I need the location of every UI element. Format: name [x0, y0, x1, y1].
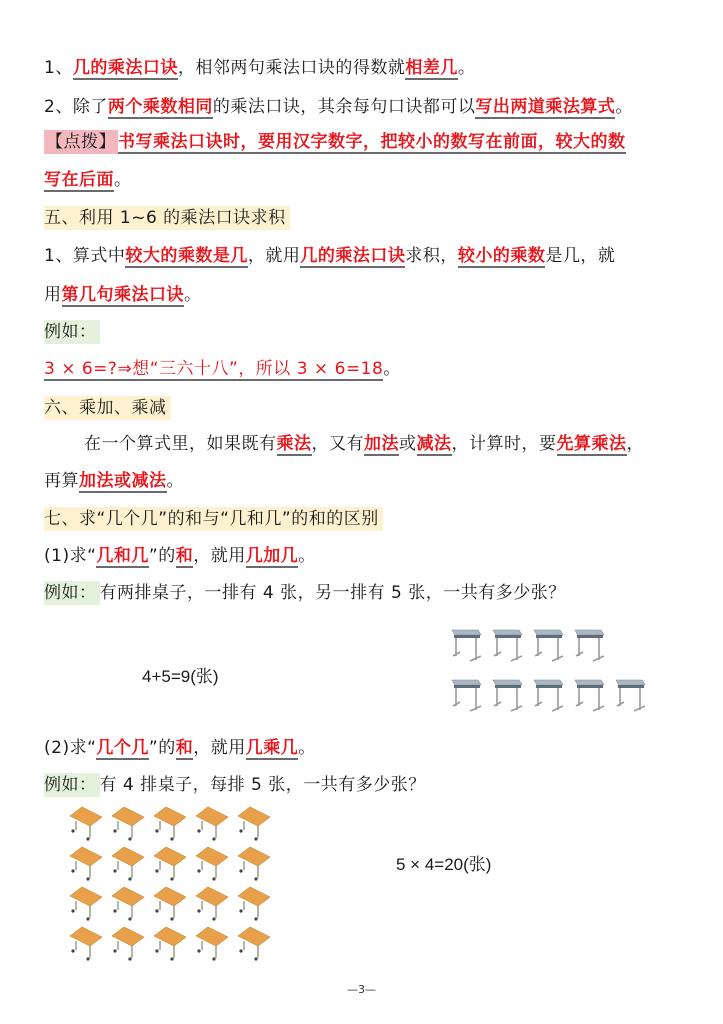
text: ，计算时，要	[451, 434, 557, 454]
gray-desk-icon	[489, 676, 525, 716]
emphasis: 几加几	[245, 546, 299, 566]
orange-desk-icon	[68, 924, 106, 966]
text: (1)求“	[44, 546, 97, 566]
section-5-heading	[44, 206, 290, 230]
heading: 五、利用 1~6 的乘法口诀求积	[44, 206, 290, 230]
text: ”的	[148, 546, 176, 566]
example-1-line	[44, 357, 401, 381]
text: ，就用	[193, 738, 246, 758]
tip-tag: 【点拨】	[46, 132, 116, 152]
section-7-rule-1	[44, 544, 316, 568]
orange-desk-icon	[194, 804, 232, 846]
text: 。	[457, 58, 476, 78]
orange-desk-icon	[110, 844, 148, 886]
section-6-heading	[44, 396, 171, 420]
text: ，就用	[193, 546, 246, 566]
example-tag: 例如：	[44, 773, 100, 797]
heading: 七、求“几个几”的和与“几和几”的和的区别	[44, 507, 383, 531]
text: ”的	[148, 738, 176, 758]
orange-desk-icon	[194, 884, 232, 926]
emphasis: 相差几	[405, 58, 458, 78]
emphasis: 3 × 6=?⇒想“三六十八”，所以 3 × 6=18	[44, 359, 384, 379]
emphasis: 减法	[416, 434, 452, 454]
text: 在一个算式里，如果既有	[84, 434, 277, 454]
emphasis: 几的乘法口诀	[300, 246, 406, 266]
text: 。	[383, 359, 401, 379]
gray-desk-icon	[612, 676, 648, 716]
orange-desk-icon	[194, 924, 232, 966]
orange-desk-icon	[236, 804, 274, 846]
text: 是几，就	[545, 246, 616, 266]
example-2	[44, 581, 566, 605]
gray-desk-icon	[448, 676, 484, 716]
text: ，又有	[311, 434, 364, 454]
emphasis: 几乘几	[245, 738, 299, 758]
emphasis: 两个乘数相同	[107, 97, 213, 117]
emphasis: 第几句乘法口诀	[61, 285, 184, 305]
emphasis: 加法	[364, 434, 399, 454]
gray-desk-icon	[571, 626, 607, 666]
gray-desk-illustration	[448, 626, 648, 716]
gray-desk-icon	[571, 676, 607, 716]
rule-1	[44, 56, 475, 80]
page-number: —3—	[347, 983, 376, 996]
text: 。	[298, 546, 316, 566]
emphasis: 写在后面	[44, 170, 114, 190]
heading: 六、乘加、乘减	[44, 396, 171, 420]
text: 求积，	[405, 246, 458, 266]
emphasis: 乘法	[276, 434, 312, 454]
orange-desk-icon	[68, 884, 106, 926]
text: 用	[44, 285, 62, 305]
text: 1、算式中	[44, 246, 126, 266]
orange-desk-icon	[152, 844, 190, 886]
gray-desk-icon	[530, 676, 566, 716]
orange-desk-icon	[152, 804, 190, 846]
text: 或	[399, 434, 417, 454]
text: 有 4 排桌子，每排 5 张，一共有多少张？	[99, 775, 426, 795]
section-7-heading	[44, 507, 383, 531]
text: 有两排桌子，一排有 4 张，另一排有 5 张，一共有多少张？	[99, 583, 566, 603]
example-tag: 例如：	[44, 320, 100, 344]
text: 。	[114, 170, 132, 190]
text: (2)求“	[44, 738, 97, 758]
orange-desk-icon	[68, 804, 106, 846]
text: ，	[626, 434, 644, 454]
orange-desk-icon	[110, 924, 148, 966]
text: 。	[615, 97, 633, 117]
emphasis: 几和几	[96, 546, 149, 566]
orange-desk-illustration	[68, 804, 278, 964]
tip-line-1	[44, 130, 626, 154]
gray-desk-icon	[489, 626, 525, 666]
orange-desk-icon	[110, 804, 148, 846]
section-6-rule-cont	[44, 469, 184, 493]
example-3	[44, 773, 426, 797]
formula-addition: 4+5=9(张)	[142, 667, 219, 686]
emphasis: 几个几	[96, 738, 149, 758]
formula-multiplication: 5 × 4=20(张)	[396, 855, 492, 874]
section-5-rule-1	[44, 244, 615, 268]
text: 。	[298, 738, 316, 758]
text: ，相邻两句乘法口诀的得数就	[177, 58, 406, 78]
emphasis: 较大的乘数是几	[125, 246, 248, 266]
orange-desk-icon	[152, 884, 190, 926]
gray-desk-icon	[530, 626, 566, 666]
section-5-rule-1-cont	[44, 283, 202, 307]
emphasis: 和	[175, 738, 194, 758]
orange-desk-icon	[194, 844, 232, 886]
emphasis: 和	[175, 546, 194, 566]
example-label	[44, 320, 100, 344]
orange-desk-icon	[110, 884, 148, 926]
section-7-rule-2	[44, 736, 316, 760]
rule-2	[44, 95, 633, 119]
text: ，就用	[247, 246, 301, 266]
text: 。	[184, 285, 202, 305]
emphasis: 先算乘法	[556, 434, 627, 454]
orange-desk-icon	[152, 924, 190, 966]
orange-desk-icon	[236, 924, 274, 966]
emphasis: 加法或减法	[79, 471, 167, 491]
orange-desk-icon	[68, 844, 106, 886]
section-6-rule	[84, 432, 644, 456]
text: 1、	[44, 58, 73, 78]
orange-desk-icon	[236, 844, 274, 886]
orange-desk-icon	[236, 884, 274, 926]
emphasis: 书写乘法口诀时，要用汉字数字，把较小的数写在前面，较大的数	[118, 132, 626, 152]
emphasis: 较小的乘数	[457, 246, 546, 266]
text: 的乘法口诀，其余每句口诀都可以	[212, 97, 476, 117]
gray-desk-icon	[448, 626, 484, 666]
example-tag: 例如：	[44, 581, 100, 605]
emphasis: 几的乘法口诀	[72, 58, 178, 78]
text: 。	[166, 471, 184, 491]
text: 再算	[44, 471, 79, 491]
tip-line-2	[44, 168, 132, 192]
text: 2、除了	[44, 97, 108, 117]
emphasis: 写出两道乘法算式	[475, 97, 616, 117]
